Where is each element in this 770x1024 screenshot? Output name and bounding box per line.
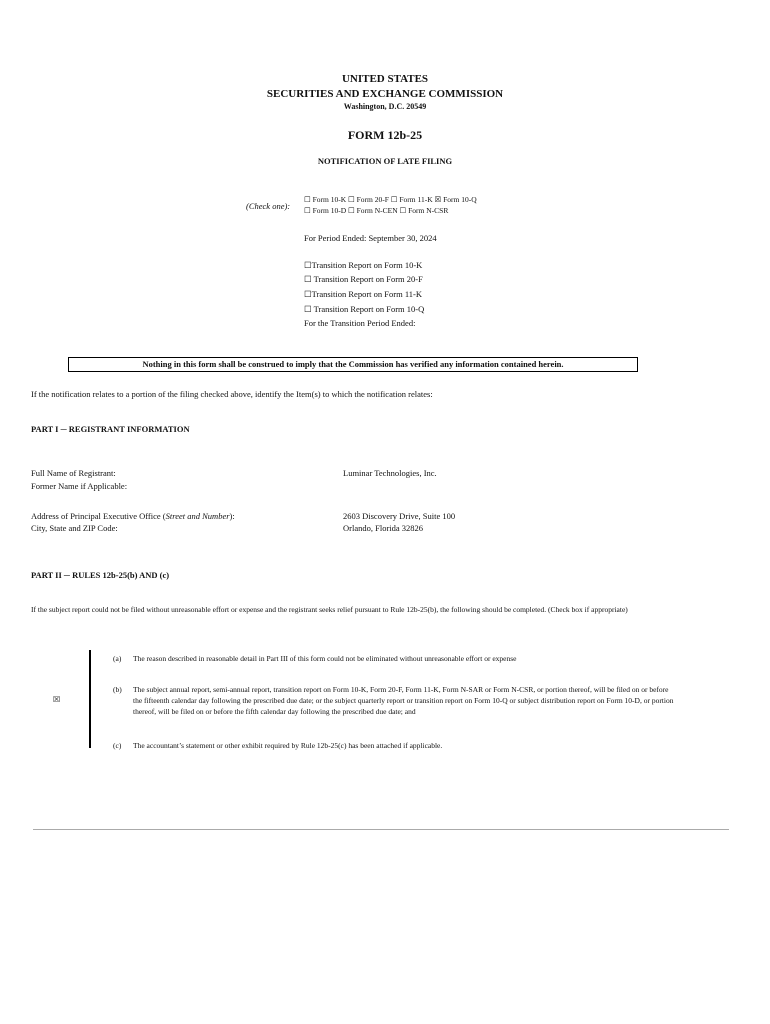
full-name-value: Luminar Technologies, Inc. <box>343 468 437 478</box>
item-c-text: The accountant’s statement or other exhibit required by Rule 12b-25(c) has been attached if applicable. <box>133 741 443 750</box>
check-one-label: (Check one): <box>246 201 291 211</box>
transition-10k: ☐Transition Report on Form 10-K <box>304 260 423 270</box>
transition-period-ended: For the Transition Period Ended: <box>304 318 416 328</box>
full-name-label: Full Name of Registrant: <box>31 468 116 478</box>
transition-11k: ☐Transition Report on Form 11-K <box>304 289 422 299</box>
part2-vertical-rule <box>89 650 91 748</box>
item-b-text: The subject annual report, semi-annual report, transition report on Form 10-K, Form 20-F, Form 11-K, Form N-SAR or Form N-CSR, or portion thereof, will be filed on or before the fifteenth calendar day following the prescribed due date; or the subject quarterly report or transition report on Form 10-Q or subject distribution report on Form 10-D, or portion thereof, will be filed on or before the fifth calendar day following the prescribed due date; and <box>133 685 674 716</box>
form-title: FORM 12b-25 <box>347 128 423 142</box>
part2-checkbox[interactable]: ☒ <box>53 695 61 704</box>
header-location: Washington, D.C. 20549 <box>343 102 427 111</box>
address-label-italic: Street and Number <box>165 511 230 521</box>
address-label-pre: Address of Principal Executive Office ( <box>31 511 166 521</box>
address-label-post: ): <box>229 511 235 521</box>
city-value: Orlando, Florida 32826 <box>343 523 424 533</box>
notification-title: NOTIFICATION OF LATE FILING <box>317 156 453 166</box>
city-label: City, State and ZIP Code: <box>31 523 118 533</box>
part1-title: PART I ─ REGISTRANT INFORMATION <box>31 424 190 434</box>
commission-notice-box: Nothing in this form shall be construed to imply that the Commission has verified any information contained herein. <box>68 357 638 372</box>
former-name-label: Former Name if Applicable: <box>31 481 128 491</box>
page-divider <box>33 829 729 830</box>
address-value: 2603 Discovery Drive, Suite 100 <box>343 511 456 521</box>
part2-intro: If the subject report could not be filed without unreasonable effort or expense and the registrant seeks relief pursuant to Rule 12b-25(b), the following should be completed. (Check box if appropriate) <box>31 605 628 614</box>
check-one-row1: ☐ Form 10-K ☐ Form 20-F ☐ Form 11-K ☒ Form 10-Q <box>304 195 477 204</box>
item-c-label: (c) <box>113 741 122 750</box>
transition-10q: ☐ Transition Report on Form 10-Q <box>304 304 425 314</box>
header-united-states: UNITED STATES <box>341 73 429 85</box>
check-one-row2: ☐ Form 10-D ☐ Form N-CEN ☐ Form N-CSR <box>304 206 449 215</box>
item-a-label: (a) <box>113 654 122 663</box>
header-sec: SECURITIES AND EXCHANGE COMMISSION <box>266 88 504 100</box>
transition-20f: ☐ Transition Report on Form 20-F <box>304 274 423 284</box>
portion-note: If the notification relates to a portion of the filing checked above, identify the Item(s) to which the notification relates: <box>31 389 433 399</box>
item-a-text: The reason described in reasonable detail in Part III of this form could not be eliminated without unreasonable effort or expense <box>133 654 517 663</box>
part2-title: PART II ─ RULES 12b-25(b) AND (c) <box>31 570 170 580</box>
period-ended: For Period Ended: September 30, 2024 <box>304 233 437 243</box>
item-b-label: (b) <box>113 685 122 694</box>
